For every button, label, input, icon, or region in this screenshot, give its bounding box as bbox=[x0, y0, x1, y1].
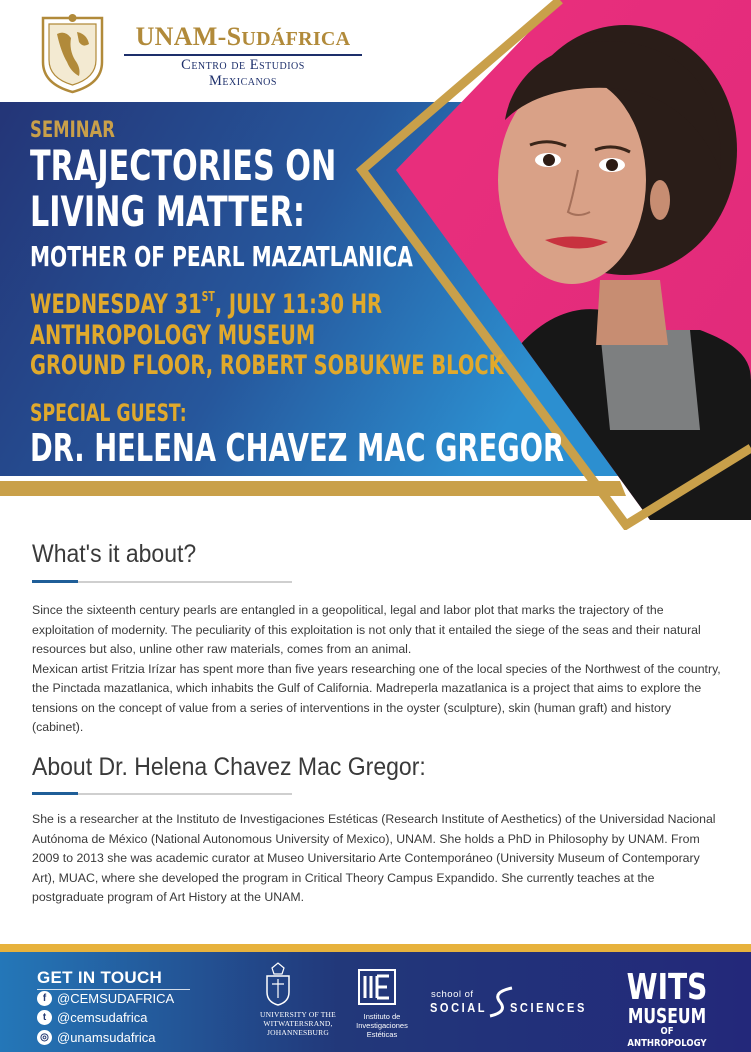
about-paragraph: Since the sixteenth century pearls are entangled in a geopolitical, legal and labor plot that marks the trajectory of the exploitation of modernity. The peculiarity of this exploitation is not only that it entailed the siege of the seas and their natural resources but also, unline other raw materials, comes from an animal. bbox=[32, 603, 701, 656]
facebook-icon: f bbox=[37, 991, 52, 1006]
wits-logo-text: UNIVERSITY OF THE WITWATERSRAND, JOHANNESBURG bbox=[260, 1010, 336, 1037]
iie-logo-icon bbox=[357, 968, 397, 1006]
facebook-link[interactable] bbox=[37, 991, 174, 1006]
unam-seal-icon bbox=[35, 12, 110, 94]
wits-museum-logo: WITS MUSEUM OF ANTHROPOLOGY bbox=[626, 967, 708, 1049]
instagram-link[interactable] bbox=[37, 1030, 155, 1045]
org-title: UNAM-SUDÁFRICA bbox=[135, 22, 351, 51]
event-date: WEDNESDAY 31ST, JULY 11:30 HR bbox=[30, 289, 383, 320]
bio-body bbox=[32, 810, 722, 908]
bio-paragraph: She is a researcher at the Instituto de Investigaciones Estéticas (Research Institute of Aesthetics) of the Universidad Nacional Autónoma de México (National Autonomous University of Mexico), UNAM. She holds a PhD in Philosophy by UNAM. From 2009 to 2013 she was academic curator at Museo Universitario Arte Contemporáneo (University Museum of Contemporary Art), MUAC, where she developed the program in Critical Theory Campus Expandido. She currently teaches at the postgraduate program of Art History at the UNAM. bbox=[32, 812, 716, 904]
social-handle: @unamsudafrica bbox=[57, 1030, 156, 1045]
about-body bbox=[32, 601, 722, 738]
event-venue: ANTHROPOLOGY MUSEUM bbox=[30, 320, 316, 351]
event-kind: SEMINAR bbox=[30, 118, 116, 143]
social-sciences-sciences-label: SCIENCES bbox=[510, 1000, 587, 1015]
social-handle: @cemsudafrica bbox=[57, 1010, 148, 1025]
instagram-icon: ◎ bbox=[37, 1030, 52, 1045]
bio-divider bbox=[32, 793, 292, 795]
about-divider bbox=[32, 581, 292, 583]
contact-divider bbox=[37, 989, 190, 990]
iie-logo-text: Instituto de Investigaciones Estéticas bbox=[356, 1012, 408, 1039]
guest-name: DR. HELENA CHAVEZ MAC GREGOR bbox=[30, 426, 565, 470]
org-subtitle: Centro de Estudios Mexicanos bbox=[181, 57, 305, 89]
about-paragraph: Mexican artist Fritzia Irízar has spent more than five years researching one of the local species of the Northwest of the country, the Pinctada mazatlanica, which inhabits the Gulf of California. Madreperla mazatlanica is a project that aims to explore the tensions on the concept of value from a series of interventions in the oyster (sculpture), skin (human graft) and history (cabinet). bbox=[32, 661, 721, 734]
social-sciences-social-label: SOCIAL bbox=[430, 1000, 488, 1015]
twitter-link[interactable] bbox=[37, 1010, 148, 1025]
twitter-icon: t bbox=[37, 1010, 52, 1025]
guest-label: SPECIAL GUEST: bbox=[30, 399, 187, 427]
event-title-line2: LIVING MATTER: bbox=[30, 187, 305, 236]
about-heading: What's it about? bbox=[32, 540, 197, 568]
contact-heading: GET IN TOUCH bbox=[37, 968, 163, 987]
social-handle: @CEMSUDAFRICA bbox=[57, 991, 175, 1006]
event-venue-detail: GROUND FLOOR, ROBERT SOBUKWE BLOCK bbox=[30, 350, 504, 381]
wits-crest-icon bbox=[263, 962, 293, 1006]
event-title-line1: TRAJECTORIES ON bbox=[30, 141, 337, 190]
org-divider bbox=[124, 54, 362, 56]
footer-gold-strip bbox=[0, 944, 751, 952]
event-title-line3: MOTHER OF PEARL MAZATLANICA bbox=[30, 240, 413, 273]
social-sciences-school-label: school of bbox=[431, 989, 474, 1000]
bio-heading: About Dr. Helena Chavez Mac Gregor: bbox=[32, 753, 426, 781]
